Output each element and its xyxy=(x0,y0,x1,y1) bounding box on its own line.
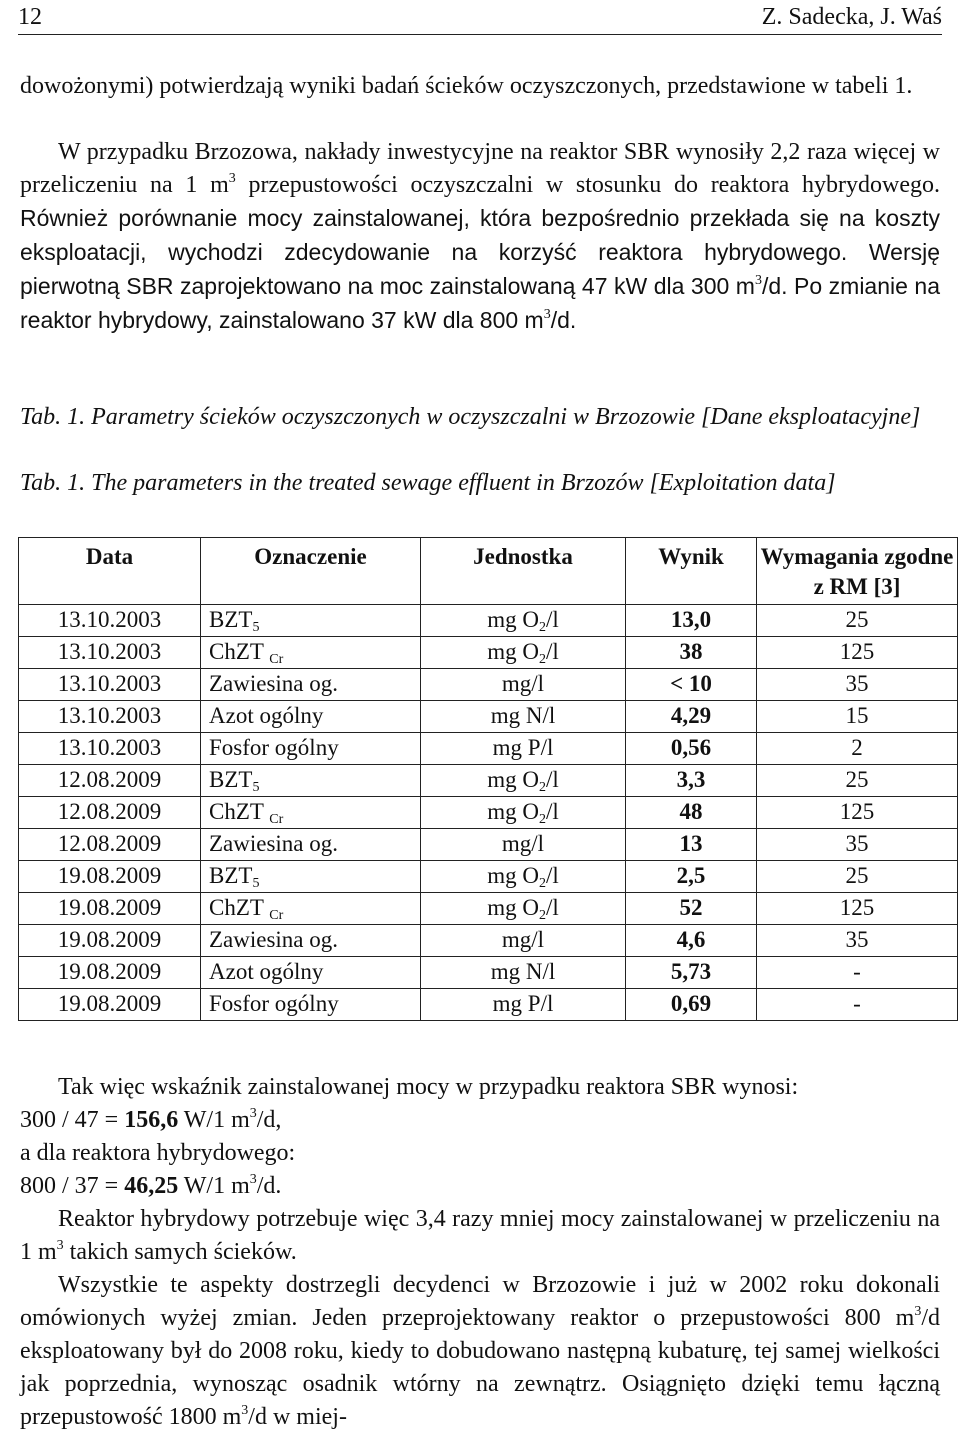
cell-date: 13.10.2003 xyxy=(19,701,201,733)
cell-unit: mg N/l xyxy=(421,701,626,733)
table-caption-en: Tab. 1. The parameters in the treated sewage effluent in Brzozów [Exploitation data] xyxy=(20,470,836,496)
table-row xyxy=(19,925,958,957)
cell-result: 0,69 xyxy=(626,989,757,1021)
cell-unit: mg $O_2/l$ xyxy=(421,893,626,925)
table-row xyxy=(19,829,958,861)
cell-date: 13.10.2003 xyxy=(19,669,201,701)
intro-paragraph-2: W przypadku Brzozowa, nakłady inwestycyjne na reaktor SBR wynosiły 2,2 raza więcej w przeliczeniu na 1 $m^3$ przepustowości oczyszczalni w stosunku do reaktora hybrydowego. Również porównanie mocy zainstalowanej, która bezpośrednio przekłada się na koszty eksploatacji, wychodzi zdecydowanie na korzyść reaktora hybrydowego. Wersję pierwotną SBR zaprojektowano na moc zainstalowaną 47 kW dla 300 $m^3/d$. Po zmianie na reaktor hybrydowy, zainstalowano 37 kW dla 800 $m^3/d$. xyxy=(20,139,941,333)
hybrid-intro: a dla reaktora hybrydowego: xyxy=(20,1140,296,1166)
header-designation: Oznaczenie xyxy=(201,538,421,605)
cell-requirement: 35 xyxy=(757,925,958,957)
cell-requirement: 35 xyxy=(757,829,958,861)
cell-requirement: 15 xyxy=(757,701,958,733)
cell-result: 3,3 xyxy=(626,765,757,797)
running-header xyxy=(18,0,942,35)
conclusion-paragraph-3: Reaktor hybrydowy potrzebuje więc 3,4 razy mniej mocy zainstalowanej w przeliczeniu na 1 $m^3$ takich samych ścieków. xyxy=(20,1206,940,1265)
cell-requirement: 35 xyxy=(757,669,958,701)
cell-date: 13.10.2003 xyxy=(19,637,201,669)
cell-date: 13.10.2003 xyxy=(19,733,201,765)
cell-parameter: Zawiesina og. xyxy=(201,669,421,701)
table-body xyxy=(19,605,958,1021)
cell-requirement: - xyxy=(757,989,958,1021)
table-row xyxy=(19,957,958,989)
table-row xyxy=(19,733,958,765)
cell-unit: mg $O_2/l$ xyxy=(421,765,626,797)
cell-parameter: ChZT $_{Cr}$ xyxy=(201,637,421,669)
cell-result: 48 xyxy=(626,797,757,829)
cell-parameter: $BZT_5$ xyxy=(201,765,421,797)
page-number: 12 xyxy=(18,4,42,30)
conclusion-line-1: Tak więc wskaźnik zainstalowanej mocy w przypadku reaktora SBR wynosi: 300 / 47 = 156,6 W/1 $m^3/d$, a dla reaktora hybrydowego: 800 / 37 = 46,25 W/1 $m^3/d$. xyxy=(20,1071,940,1203)
cell-unit: mg/l xyxy=(421,925,626,957)
cell-requirement: 25 xyxy=(757,765,958,797)
cell-requirement: 125 xyxy=(757,637,958,669)
cell-result: 2,5 xyxy=(626,861,757,893)
table-row xyxy=(19,861,958,893)
cell-parameter: Zawiesina og. xyxy=(201,925,421,957)
cell-unit: mg P/l xyxy=(421,989,626,1021)
cell-unit: mg $O_2/l$ xyxy=(421,861,626,893)
cell-date: 19.08.2009 xyxy=(19,989,201,1021)
cell-parameter: $BZT_5$ xyxy=(201,605,421,637)
header-requirements: Wymagania zgodne z RM [3] xyxy=(757,538,958,605)
cell-unit: mg $O_2/l$ xyxy=(421,605,626,637)
cell-parameter: Fosfor ogólny xyxy=(201,733,421,765)
cell-parameter: Azot ogólny xyxy=(201,701,421,733)
table-row xyxy=(19,893,958,925)
cell-parameter: Fosfor ogólny xyxy=(201,989,421,1021)
cell-unit: mg $O_2/l$ xyxy=(421,797,626,829)
cell-parameter: ChZT $_{Cr}$ xyxy=(201,797,421,829)
cell-date: 12.08.2009 xyxy=(19,829,201,861)
cell-date: 12.08.2009 xyxy=(19,797,201,829)
cell-result: 4,6 xyxy=(626,925,757,957)
cell-requirement: - xyxy=(757,957,958,989)
cell-parameter: ChZT $_{Cr}$ xyxy=(201,893,421,925)
cell-date: 19.08.2009 xyxy=(19,893,201,925)
table-header-row xyxy=(19,538,958,605)
cell-unit: mg $O_2/l$ xyxy=(421,637,626,669)
table-caption-pl: Tab. 1. Parametry ścieków oczyszczonych w oczyszczalni w Brzozowie [Dane eksploatacyjne] xyxy=(20,404,921,430)
cell-date: 19.08.2009 xyxy=(19,925,201,957)
cell-unit: mg/l xyxy=(421,829,626,861)
table-row xyxy=(19,605,958,637)
cell-date: 19.08.2009 xyxy=(19,957,201,989)
table-row xyxy=(19,637,958,669)
cell-date: 19.08.2009 xyxy=(19,861,201,893)
cell-result: 5,73 xyxy=(626,957,757,989)
cell-unit: mg N/l xyxy=(421,957,626,989)
header-result: Wynik xyxy=(626,538,757,605)
table-row xyxy=(19,765,958,797)
cell-result: 0,56 xyxy=(626,733,757,765)
cell-date: 12.08.2009 xyxy=(19,765,201,797)
table-row xyxy=(19,797,958,829)
table-row xyxy=(19,669,958,701)
header-unit: Jednostka xyxy=(421,538,626,605)
table-row xyxy=(19,701,958,733)
cell-requirement: 25 xyxy=(757,605,958,637)
table-row xyxy=(19,989,958,1021)
intro-paragraph-1: dowożonymi) potwierdzają wyniki badań ścieków oczyszczonych, przedstawione w tabeli 1. xyxy=(20,73,913,99)
cell-result: 13,0 xyxy=(626,605,757,637)
cell-requirement: 125 xyxy=(757,893,958,925)
header-date: Data xyxy=(19,538,201,605)
cell-result: 52 xyxy=(626,893,757,925)
conclusion-paragraph-4: Wszystkie te aspekty dostrzegli decydenci w Brzozowie i już w 2002 roku dokonali omówionych wyżej zmian. Jeden przeprojektowany reaktor o przepustowości 800 $m^3/d$ eksploatowany był do 2008 roku, kiedy to dobudowano następną kubaturę, tej samej wielkości jak poprzednia, wynosząc osadnik wtórny na zewnątrz. Osiągnięto dzięki temu łączną przepustowość 1800 $m^3/d$ w miej- xyxy=(20,1272,940,1430)
results-table xyxy=(18,537,958,1021)
cell-parameter: Azot ogólny xyxy=(201,957,421,989)
cell-requirement: 25 xyxy=(757,861,958,893)
cell-date: 13.10.2003 xyxy=(19,605,201,637)
cell-result: 4,29 xyxy=(626,701,757,733)
cell-parameter: $BZT_5$ xyxy=(201,861,421,893)
cell-unit: mg/l xyxy=(421,669,626,701)
cell-unit: mg P/l xyxy=(421,733,626,765)
cell-requirement: 2 xyxy=(757,733,958,765)
running-authors: Z. Sadecka, J. Waś xyxy=(761,4,942,30)
cell-parameter: Zawiesina og. xyxy=(201,829,421,861)
cell-result: < 10 xyxy=(626,669,757,701)
cell-result: 13 xyxy=(626,829,757,861)
cell-requirement: 125 xyxy=(757,797,958,829)
equation-hybrid: 800 / 37 = 46,25 W/1 $m^3/d$. xyxy=(20,1172,282,1199)
equation-sbr: 300 / 47 = 156,6 W/1 $m^3/d$, xyxy=(20,1106,282,1133)
cell-result: 38 xyxy=(626,637,757,669)
